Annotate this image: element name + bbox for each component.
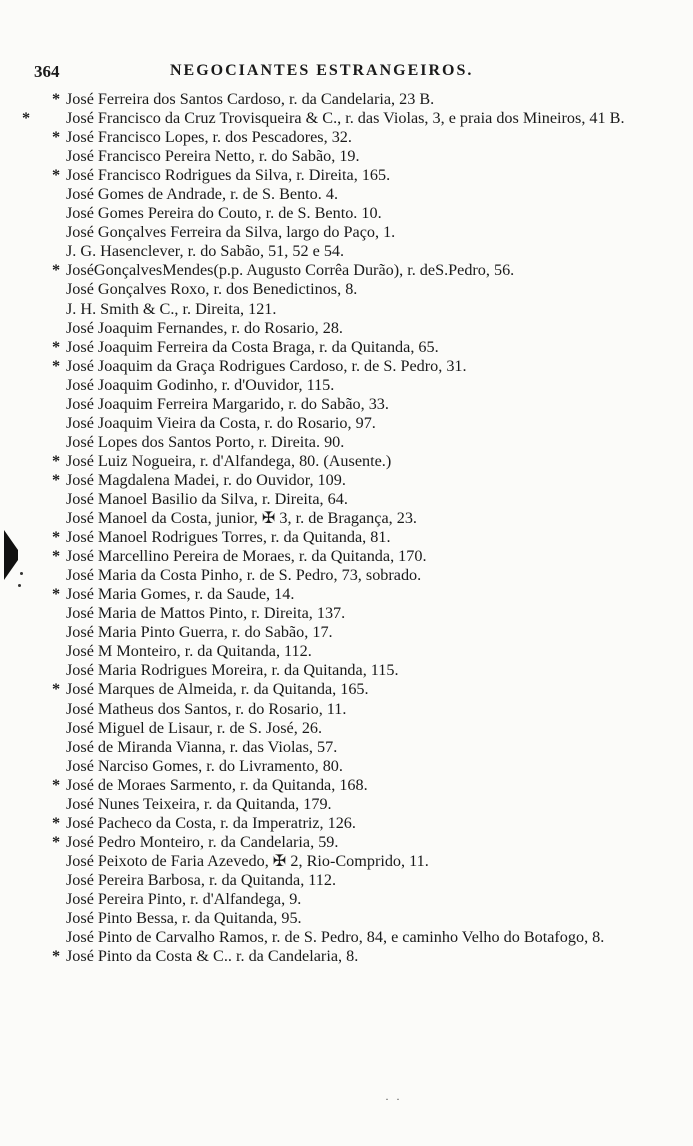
entry-text: José Gomes Pereira do Couto, r. de S. Bento. 10. <box>66 204 382 223</box>
entry-marker: * <box>52 832 61 851</box>
entry-text: José Maria Pinto Guerra, r. do Sabão, 17. <box>66 623 333 642</box>
list-item <box>52 852 662 871</box>
entry-text: José Pereira Pinto, r. d'Alfandega, 9. <box>66 889 302 908</box>
entry-marker: * <box>52 90 61 108</box>
list-item <box>52 547 662 566</box>
list-item <box>52 871 662 890</box>
entry-text: José Pereira Barbosa, r. da Quitanda, 112. <box>66 870 337 889</box>
entry-text: José Lopes dos Santos Porto, r. Direita. 90. <box>66 432 345 451</box>
entry-text: José Miguel de Lisaur, r. de S. José, 26. <box>66 718 323 737</box>
list-item <box>52 90 662 109</box>
merchant-list <box>22 90 662 966</box>
list-item <box>52 928 662 947</box>
entry-text: José Maria Gomes, r. da Saude, 14. <box>66 585 295 604</box>
entry-text: José Narciso Gomes, r. do Livramento, 80. <box>66 756 343 775</box>
entry-text: José Maria da Costa Pinho, r. de S. Pedro, 73, sobrado. <box>66 566 422 585</box>
entry-marker: * <box>52 775 61 794</box>
entry-text: José Joaquim Godinho, r. d'Ouvidor, 115. <box>66 375 335 394</box>
list-item <box>52 414 662 433</box>
entry-text: José Gonçalves Roxo, r. dos Benedictinos, 8. <box>66 280 358 299</box>
list-item <box>52 471 662 490</box>
list-item <box>52 395 662 414</box>
entry-text: José Marcellino Pereira de Moraes, r. da Quitanda, 170. <box>66 547 427 566</box>
list-item <box>52 280 662 299</box>
entry-text: José Pinto Bessa, r. da Quitanda, 95. <box>66 909 302 928</box>
list-item <box>52 700 662 719</box>
entry-text: José Marques de Almeida, r. da Quitanda, 165. <box>66 680 369 699</box>
list-item <box>52 566 662 585</box>
list-item <box>52 166 662 185</box>
entry-marker: * <box>52 261 61 280</box>
list-item <box>52 585 662 604</box>
list-item <box>52 300 662 319</box>
list-item <box>52 909 662 928</box>
entry-text: José Manoel da Costa, junior, ✠ 3, r. de Bragança, 23. <box>66 509 417 528</box>
entry-text: José Nunes Teixeira, r. da Quitanda, 179. <box>66 794 332 813</box>
list-item <box>52 642 662 661</box>
entry-marker: * <box>22 109 31 128</box>
list-item <box>52 376 662 395</box>
entry-marker: * <box>52 337 61 356</box>
entry-text: José Manoel Basilio da Silva, r. Direita, 64. <box>66 489 348 508</box>
entry-text: José Gonçalves Ferreira da Silva, largo do Paço, 1. <box>66 223 396 242</box>
list-item <box>52 776 662 795</box>
entry-text: José de Miranda Vianna, r. das Violas, 57. <box>66 737 338 756</box>
entry-text: J. H. Smith & C., r. Direita, 121. <box>66 299 277 318</box>
entry-text: José Magdalena Madei, r. do Ouvidor, 109. <box>66 470 346 489</box>
entry-marker: * <box>52 585 61 604</box>
entry-text: José Joaquim Vieira da Costa, r. do Rosario, 97. <box>66 413 376 432</box>
entry-text: José Joaquim Ferreira Margarido, r. do Sabão, 33. <box>66 394 389 413</box>
list-item <box>52 490 662 509</box>
running-title: NEGOCIANTES ESTRANGEIROS. <box>170 62 474 79</box>
entry-text: José Ferreira dos Santos Cardoso, r. da Candelaria, 23 B. <box>66 90 435 108</box>
list-item <box>52 128 662 147</box>
entry-text: José Francisco da Cruz Trovisqueira & C., r. das Violas, 3, e praia dos Mineiros, 41 B. <box>66 109 625 128</box>
entry-text: José Peixoto de Faria Azevedo, ✠ 2, Rio-Comprido, 11. <box>66 851 429 870</box>
binding-speck <box>20 572 23 575</box>
list-item <box>52 185 662 204</box>
list-item <box>52 604 662 623</box>
list-item <box>52 338 662 357</box>
list-item <box>52 204 662 223</box>
list-item <box>52 833 662 852</box>
list-item <box>52 738 662 757</box>
entry-text: José Francisco Pereira Netto, r. do Sabão, 19. <box>66 147 360 166</box>
entry-text: José Manoel Rodrigues Torres, r. da Quitanda, 81. <box>66 528 391 547</box>
list-item <box>52 814 662 833</box>
list-item <box>52 509 662 528</box>
entry-text: José Francisco Lopes, r. dos Pescadores, 32. <box>66 128 352 147</box>
list-item <box>52 452 662 471</box>
list-item <box>52 719 662 738</box>
entry-marker: * <box>52 166 61 185</box>
list-item <box>22 109 662 128</box>
entry-marker: * <box>52 128 61 147</box>
entry-marker: * <box>52 451 61 470</box>
entry-text: José Matheus dos Santos, r. do Rosario, 11. <box>66 699 347 718</box>
entry-marker: * <box>52 528 61 547</box>
binding-speck <box>18 584 21 587</box>
entry-marker: * <box>52 813 61 832</box>
entry-marker: * <box>52 680 61 699</box>
entry-marker: * <box>52 470 61 489</box>
list-item <box>52 261 662 280</box>
entry-text: JoséGonçalvesMendes(p.p. Augusto Corrêa Durão), r. deS.Pedro, 56. <box>66 261 515 280</box>
entry-text: José Francisco Rodrigues da Silva, r. Direita, 165. <box>66 166 391 185</box>
page-number: 364 <box>34 62 60 81</box>
entry-text: José Maria de Mattos Pinto, r. Direita, 137. <box>66 604 346 623</box>
entry-text: José M Monteiro, r. da Quitanda, 112. <box>66 642 312 661</box>
list-item <box>52 223 662 242</box>
list-item <box>52 528 662 547</box>
list-item <box>52 433 662 452</box>
list-item <box>52 242 662 261</box>
entry-text: José Joaquim Ferreira da Costa Braga, r. da Quitanda, 65. <box>66 337 439 356</box>
entry-text: J. G. Hasenclever, r. do Sabão, 51, 52 e 54. <box>66 242 345 261</box>
list-item <box>52 661 662 680</box>
entry-text: José Pinto da Costa & C.. r. da Candelaria, 8. <box>66 947 359 966</box>
page-header <box>34 62 654 86</box>
list-item <box>52 319 662 338</box>
entry-text: José de Moraes Sarmento, r. da Quitanda, 168. <box>66 775 368 794</box>
list-item <box>52 680 662 699</box>
list-item <box>52 357 662 376</box>
entry-text: José Maria Rodrigues Moreira, r. da Quitanda, 115. <box>66 661 399 680</box>
entry-text: José Joaquim da Graça Rodrigues Cardoso, r. de S. Pedro, 31. <box>66 356 467 375</box>
print-specks: · · <box>385 1092 402 1106</box>
list-item <box>52 890 662 909</box>
entry-text: José Pacheco da Costa, r. da Imperatriz, 126. <box>66 813 356 832</box>
entry-text: José Gomes de Andrade, r. de S. Bento. 4. <box>66 185 339 204</box>
list-item <box>52 147 662 166</box>
list-item <box>52 757 662 776</box>
binding-shadow <box>4 530 18 580</box>
entry-text: José Pinto de Carvalho Ramos, r. de S. Pedro, 84, e caminho Velho do Botafogo, 8. <box>66 928 605 947</box>
entry-marker: * <box>52 947 61 966</box>
list-item <box>52 795 662 814</box>
entry-marker: * <box>52 356 61 375</box>
list-item <box>52 947 662 966</box>
list-item <box>52 623 662 642</box>
entry-text: José Luiz Nogueira, r. d'Alfandega, 80. (Ausente.) <box>66 451 392 470</box>
entry-text: José Joaquim Fernandes, r. do Rosario, 28. <box>66 318 343 337</box>
entry-marker: * <box>52 547 61 566</box>
entry-text: José Pedro Monteiro, r. da Candelaria, 59. <box>66 832 339 851</box>
